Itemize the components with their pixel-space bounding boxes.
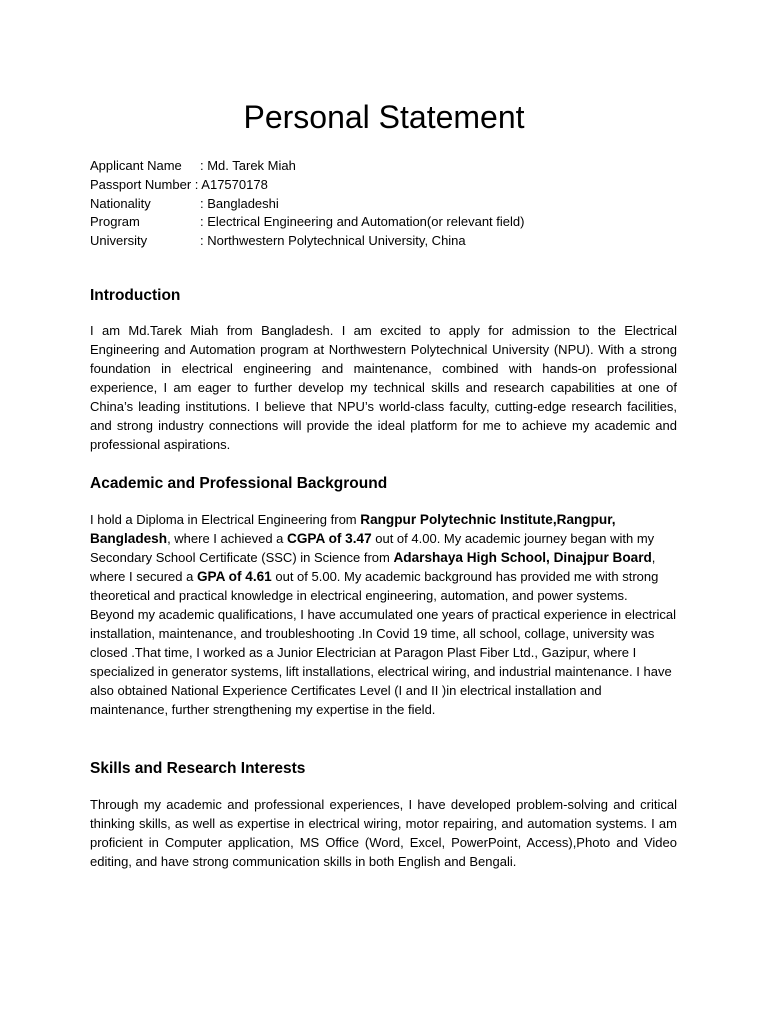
page-title: Personal Statement bbox=[243, 99, 525, 135]
cgpa-value: CGPA of 3.47 bbox=[287, 531, 372, 547]
applicant-name-label: Applicant Name bbox=[90, 158, 182, 173]
university-value: : Northwestern Polytechnical University, China bbox=[200, 233, 466, 249]
introduction-heading: Introduction bbox=[90, 287, 181, 304]
passport-number-label: Passport Number bbox=[90, 176, 192, 192]
background-paragraph-2: Beyond my academic qualifications, I have accumulated one years of practical experience in electrical installation, maintenance, and troubleshooting .In Covid 19 time, all school, collage, university was closed .That time, I worked as a Junior Electrician at Paragon Plast Fiber Ltd., Gazipur, where I specialized in generator systems, lift installations, electrical wiring, and industrial maintenance. I have also obtained National Experience Certificates Level (I and II )in electrical installation and maintenance, further strengthening my expertise in the field. bbox=[90, 607, 677, 718]
gpa-value: GPA of 4.61 bbox=[196, 569, 272, 585]
institute-name: Rangpur Polytechnic Institute,Rangpur, Bangladesh bbox=[90, 512, 616, 547]
background-paragraph-1 bbox=[90, 510, 677, 605]
nationality-label: Nationality bbox=[90, 195, 151, 211]
background-section bbox=[90, 474, 677, 720]
applicant-info bbox=[90, 157, 690, 251]
background-text-3: out of 4.00. My academic journey began with my Secondary School Certificate (SSC) in Science from bbox=[90, 531, 655, 566]
background-text-1: I hold a Diploma in Electrical Engineering from bbox=[90, 512, 361, 527]
passport-number-value: : A17570178 bbox=[194, 176, 268, 192]
skills-paragraph: Through my academic and professional experiences, I have developed problem-solving and critical thinking skills, as well as expertise in electrical wiring, motor repairing, and automation systems. I am proficient in Computer application, MS Office (Word, Excel, PowerPoint, Access),Photo and Video editing, and have strong communication skills in both English and Bengali. bbox=[90, 797, 677, 870]
university-row bbox=[90, 232, 690, 251]
program-value: : Electrical Engineering and Automation(or relevant field) bbox=[200, 214, 525, 230]
nationality-row bbox=[90, 195, 690, 214]
university-label: University bbox=[90, 233, 148, 249]
introduction-section bbox=[90, 286, 677, 454]
passport-number-row bbox=[90, 176, 690, 195]
skills-heading: Skills and Research Interests bbox=[90, 760, 306, 777]
background-heading: Academic and Professional Background bbox=[90, 475, 388, 492]
background-text-5: out of 5.00. My academic background has provided me with strong theoretical and practical knowledge in electrical engineering, automation, and power systems. bbox=[90, 569, 659, 604]
applicant-name-value: : Md. Tarek Miah bbox=[200, 158, 296, 173]
school-name: Adarshaya High School, Dinajpur Board bbox=[393, 550, 652, 566]
background-text-4: , where I secured a bbox=[90, 550, 656, 585]
nationality-value: : Bangladeshi bbox=[200, 195, 279, 211]
program-row bbox=[90, 213, 690, 232]
introduction-paragraph: I am Md.Tarek Miah from Bangladesh. I am excited to apply for admission to the Electrical Engineering and Automation program at Northwestern Polytechnical University (NPU). With a strong foundation in electrical engineering and maintenance, combined with hands-on professional experience, I am eager to further develop my technical skills and research capabilities at one of China’s leading institutions. I believe that NPU’s world-class faculty, cutting-edge research facilities, and strong industry connections will provide the ideal platform for me to achieve my academic and professional aspirations. bbox=[90, 323, 677, 453]
background-text-2: , where I achieved a bbox=[167, 531, 288, 547]
program-label: Program bbox=[90, 214, 140, 230]
applicant-name-row bbox=[90, 157, 690, 176]
skills-section bbox=[90, 759, 677, 871]
